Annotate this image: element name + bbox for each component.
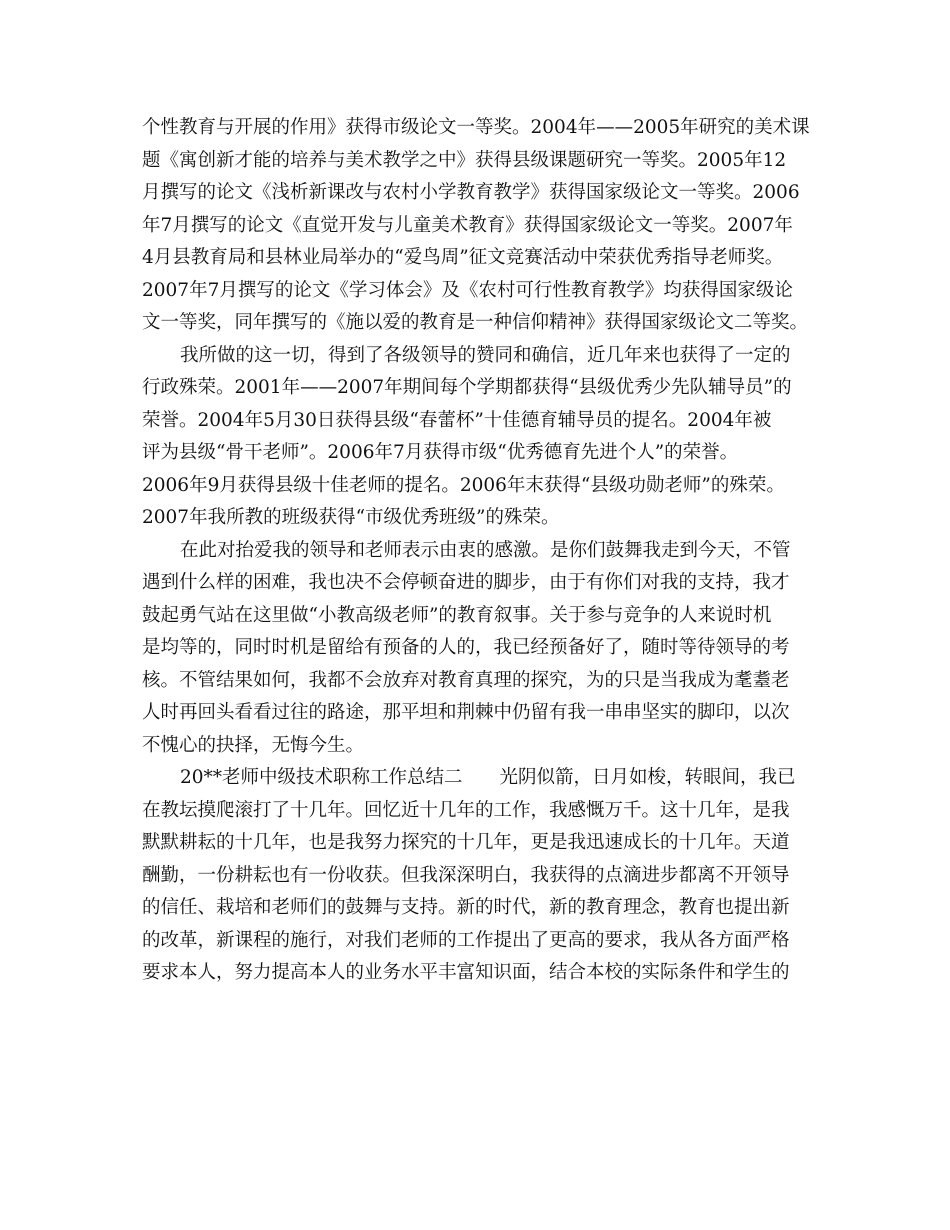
text-line: 2007年我所教的班级获得“市级优秀班级”的殊荣。 [142,507,560,528]
text-line: 个性教育与开展的作用》获得市级论文一等奖。2004年——2005年研究的美术课 [142,117,810,138]
text-line: 默默耕耘的十几年，也是我努力探究的十几年，更是我迅速成长的十几年。天道 [142,832,790,853]
text-line: 不愧心的抉择，无悔今生。 [142,734,365,756]
text-line: 遇到什么样的困难，我也决不会停顿奋进的脚步，由于有你们对我的支持，我才 [142,572,790,593]
text-line: 月撰写的论文《浅析新课改与农村小学教育教学》获得国家级论文一等奖。2006 [142,182,800,203]
text-line: 核。不管结果如何，我都不会放弃对教育真理的探究，为的只是当我成为耄耋老 [142,669,790,691]
text-line: 鼓起勇气站在这里做“小教高级老师”的教育叙事。关于参与竞争的人来说时机 [142,604,772,626]
text-line: 年7月撰写的论文《直觉开发与儿童美术教育》获得国家级论文一等奖。2007年 [142,214,793,236]
text-line: 行政殊荣。2001年——2007年期间每个学期都获得“县级优秀少先队辅导员”的 [142,377,792,398]
text-line: 的信任、栽培和老师们的鼓舞与支持。新的时代，新的教育理念，教育也提出新 [142,897,790,918]
text-line: 2006年9月获得县级十佳老师的提名。2006年末获得“县级功勋老师”的殊荣。 [142,474,785,496]
text-line: 在教坛摸爬滚打了十几年。回忆近十几年的工作，我感慨万千。这十几年，是我 [142,799,790,821]
paragraph-start-line: 在此对抬爱我的领导和老师表示由衷的感激。是你们鼓舞我走到今天，不管 [180,539,791,561]
text-line: 酬勤，一份耕耘也有一份收获。但我深深明白，我获得的点滴进步都离不开领导 [142,864,790,886]
document-body [142,112,810,990]
text-line: 2007年7月撰写的论文《学习体会》及《农村可行性教育教学》均获得国家级论 [142,279,793,301]
text-line: 荣誉。2004年5月30日获得县级“春蕾杯”十佳德育辅导员的提名。2004年被 [142,409,772,431]
paragraph-start-line: 我所做的这一切，得到了各级领导的赞同和确信，近几年来也获得了一定的 [180,344,791,366]
text-line: 人时再回头看看过往的路途，那平坦和荆棘中仍留有我一串串坚实的脚印，以次 [142,702,790,723]
text-line: 4月县教育局和县林业局举办的“爱鸟周”征文竞赛活动中荣获优秀指导老师奖。 [142,247,784,268]
text-line: 的改革，新课程的施行，对我们老师的工作提出了更高的要求，我从各方面严格 [142,929,790,951]
text-line: 是均等的，同时时机是留给有预备的人的，我已经预备好了，随时等待领导的考 [142,637,790,658]
text-line: 文一等奖，同年撰写的《施以爱的教育是一种信仰精神》获得国家级论文二等奖。 [142,312,809,333]
paragraph-start-line: 20**老师中级技术职称工作总结二 光阴似箭，日月如梭，转眼间，我已 [180,767,796,788]
text-line: 评为县级“骨干老师”。2006年7月获得市级“优秀德育先进个人”的荣誉。 [142,442,739,463]
text-line: 题《寓创新才能的培养与美术教学之中》获得县级课题研究一等奖。2005年12 [142,149,787,171]
text-line: 要求本人，努力提高本人的业务水平丰富知识面，结合本校的实际条件和学生的 [142,962,790,983]
